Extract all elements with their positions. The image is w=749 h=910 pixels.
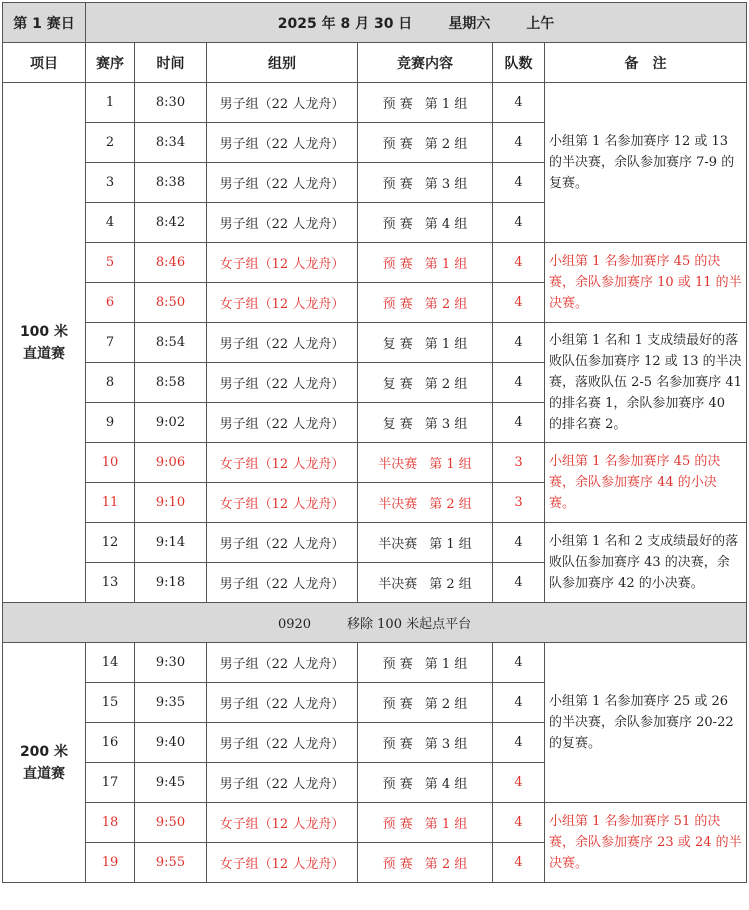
group-cell: 男子组（22 人龙舟）: [207, 363, 358, 403]
seq-cell: 1: [86, 83, 135, 123]
stage-text: 预 赛: [382, 657, 413, 672]
time-cell: 9:40: [135, 723, 207, 763]
heat-text: 第 2 组: [424, 857, 468, 872]
stage-text: 预 赛: [382, 137, 413, 152]
time-cell: 8:54: [135, 323, 207, 363]
seq-cell: 10: [86, 443, 135, 483]
seq-cell: 11: [86, 483, 135, 523]
time-cell: 9:35: [135, 683, 207, 723]
teams-cell: 4: [493, 763, 545, 803]
content-cell: [358, 403, 493, 443]
stage-text: 半决赛: [378, 577, 418, 592]
heat-text: 第 1 组: [429, 457, 472, 472]
time-cell: 8:42: [135, 203, 207, 243]
stage-text: 预 赛: [382, 297, 413, 312]
col-group: 组别: [207, 43, 358, 83]
heat-text: 第 1 组: [424, 657, 468, 672]
group-cell: 男子组（22 人龙舟）: [207, 563, 358, 603]
note-cell: 小组第 1 名参加赛序 45 的决赛，余队参加赛序 10 或 11 的半决赛。: [545, 243, 747, 323]
stage-text: 复 赛: [382, 337, 413, 352]
seq-cell: 2: [86, 123, 135, 163]
content-cell: [358, 203, 493, 243]
note-cell: 小组第 1 名参加赛序 12 或 13 的半决赛，余队参加赛序 7-9 的复赛。: [545, 83, 747, 243]
note-cell: 小组第 1 名和 2 支成绩最好的落败队伍参加赛序 43 的决赛，余队参加赛序 42 的小决赛。: [545, 523, 747, 603]
stage-text: 半决赛: [378, 497, 418, 512]
col-seq: 赛序: [86, 43, 135, 83]
content-cell: [358, 763, 493, 803]
group-cell: 男子组（22 人龙舟）: [207, 723, 358, 763]
heat-text: 第 1 组: [424, 257, 468, 272]
group-cell: 男子组（22 人龙舟）: [207, 523, 358, 563]
time-cell: 9:02: [135, 403, 207, 443]
group-cell: 女子组（12 人龙舟）: [207, 483, 358, 523]
group-cell: 女子组（12 人龙舟）: [207, 443, 358, 483]
time-cell: 9:30: [135, 643, 207, 683]
note-cell: 小组第 1 名参加赛序 25 或 26 的半决赛，余队参加赛序 20-22 的复赛。: [545, 643, 747, 803]
date-text: 2025 年 8 月 30 日: [277, 15, 413, 32]
time-cell: 9:10: [135, 483, 207, 523]
teams-cell: 4: [493, 683, 545, 723]
content-cell: [358, 723, 493, 763]
content-cell: [358, 163, 493, 203]
time-cell: 8:58: [135, 363, 207, 403]
time-cell: 8:46: [135, 243, 207, 283]
content-cell: [358, 363, 493, 403]
heat-text: 第 2 组: [429, 497, 472, 512]
col-project: 项目: [3, 43, 86, 83]
table-row: [3, 643, 747, 683]
group-cell: 男子组（22 人龙舟）: [207, 83, 358, 123]
group-cell: 女子组（12 人龙舟）: [207, 803, 358, 843]
content-cell: [358, 83, 493, 123]
content-cell: [358, 803, 493, 843]
stage-text: 预 赛: [382, 177, 413, 192]
note-cell: 小组第 1 名参加赛序 45 的决赛，余队参加赛序 44 的小决赛。: [545, 443, 747, 523]
project-type: 直道赛: [23, 345, 65, 362]
time-cell: 9:18: [135, 563, 207, 603]
heat-text: 第 4 组: [424, 777, 468, 792]
teams-cell: 4: [493, 243, 545, 283]
group-cell: 男子组（22 人龙舟）: [207, 403, 358, 443]
stage-text: 预 赛: [382, 857, 413, 872]
teams-cell: 4: [493, 563, 545, 603]
teams-cell: 4: [493, 83, 545, 123]
group-cell: 女子组（12 人龙舟）: [207, 843, 358, 883]
column-header-row: [3, 43, 747, 83]
table-row: [3, 523, 747, 563]
group-cell: 男子组（22 人龙舟）: [207, 323, 358, 363]
header-row: [3, 3, 747, 43]
group-cell: 女子组（12 人龙舟）: [207, 243, 358, 283]
project-distance: 200 米: [19, 743, 69, 760]
note-cell: 小组第 1 名参加赛序 51 的决赛，余队参加赛序 23 或 24 的半决赛。: [545, 803, 747, 883]
seq-cell: 6: [86, 283, 135, 323]
separator-code: 0920: [277, 617, 312, 632]
col-time: 时间: [135, 43, 207, 83]
content-cell: [358, 563, 493, 603]
stage-text: 半决赛: [378, 457, 418, 472]
stage-text: 预 赛: [382, 817, 413, 832]
project-type: 直道赛: [23, 765, 65, 782]
group-cell: 女子组（12 人龙舟）: [207, 283, 358, 323]
day-label: 第 1 赛日: [3, 3, 86, 43]
seq-cell: 13: [86, 563, 135, 603]
content-cell: [358, 643, 493, 683]
note-cell: 小组第 1 名和 1 支成绩最好的落败队伍参加赛序 12 或 13 的半决赛，落败队伍 2-5 名参加赛序 41 的排名赛 1，余队参加赛序 40 的排名赛 2。: [545, 323, 747, 443]
teams-cell: 4: [493, 843, 545, 883]
content-cell: [358, 843, 493, 883]
table-row: [3, 83, 747, 123]
seq-cell: 12: [86, 523, 135, 563]
teams-cell: 4: [493, 803, 545, 843]
time-cell: 8:30: [135, 83, 207, 123]
seq-cell: 19: [86, 843, 135, 883]
content-cell: [358, 123, 493, 163]
heat-text: 第 2 组: [424, 137, 468, 152]
group-cell: 男子组（22 人龙舟）: [207, 203, 358, 243]
teams-cell: 4: [493, 643, 545, 683]
stage-text: 预 赛: [382, 777, 413, 792]
table-row-highlight: [3, 243, 747, 283]
teams-cell: 3: [493, 483, 545, 523]
separator-text: 移除 100 米起点平台: [347, 617, 472, 632]
teams-cell: 3: [493, 443, 545, 483]
seq-cell: 3: [86, 163, 135, 203]
weekday-text: 星期六: [448, 15, 491, 32]
seq-cell: 16: [86, 723, 135, 763]
seq-cell: 15: [86, 683, 135, 723]
seq-cell: 14: [86, 643, 135, 683]
content-cell: [358, 283, 493, 323]
time-cell: 9:14: [135, 523, 207, 563]
project-cell: [3, 643, 86, 883]
teams-cell: 4: [493, 363, 545, 403]
project-cell: [3, 83, 86, 603]
seq-cell: 5: [86, 243, 135, 283]
teams-cell: 4: [493, 203, 545, 243]
heat-text: 第 1 组: [424, 337, 468, 352]
project-distance: 100 米: [19, 323, 69, 340]
stage-text: 预 赛: [382, 97, 413, 112]
separator-row: [3, 603, 747, 643]
seq-cell: 7: [86, 323, 135, 363]
seq-cell: 8: [86, 363, 135, 403]
time-cell: 8:34: [135, 123, 207, 163]
heat-text: 第 2 组: [424, 297, 468, 312]
heat-text: 第 2 组: [424, 377, 468, 392]
stage-text: 半决赛: [378, 537, 418, 552]
content-cell: [358, 443, 493, 483]
heat-text: 第 1 组: [424, 97, 468, 112]
content-cell: [358, 523, 493, 563]
content-cell: [358, 683, 493, 723]
teams-cell: 4: [493, 283, 545, 323]
heat-text: 第 2 组: [424, 697, 468, 712]
col-notes: 备 注: [545, 43, 747, 83]
col-teams: 队数: [493, 43, 545, 83]
teams-cell: 4: [493, 163, 545, 203]
content-cell: [358, 323, 493, 363]
time-cell: 8:38: [135, 163, 207, 203]
group-cell: 男子组（22 人龙舟）: [207, 683, 358, 723]
heat-text: 第 1 组: [424, 817, 468, 832]
group-cell: 男子组（22 人龙舟）: [207, 163, 358, 203]
time-cell: 9:50: [135, 803, 207, 843]
stage-text: 复 赛: [382, 417, 413, 432]
content-cell: [358, 483, 493, 523]
heat-text: 第 2 组: [429, 577, 472, 592]
separator-cell: [3, 603, 747, 643]
content-cell: [358, 243, 493, 283]
teams-cell: 4: [493, 323, 545, 363]
group-cell: 男子组（22 人龙舟）: [207, 643, 358, 683]
time-cell: 9:06: [135, 443, 207, 483]
stage-text: 预 赛: [382, 697, 413, 712]
table-row: [3, 323, 747, 363]
stage-text: 预 赛: [382, 737, 413, 752]
teams-cell: 4: [493, 123, 545, 163]
seq-cell: 18: [86, 803, 135, 843]
time-cell: 8:50: [135, 283, 207, 323]
seq-cell: 9: [86, 403, 135, 443]
time-cell: 9:45: [135, 763, 207, 803]
heat-text: 第 3 组: [424, 737, 468, 752]
teams-cell: 4: [493, 523, 545, 563]
time-cell: 9:55: [135, 843, 207, 883]
session-date: [86, 3, 747, 43]
seq-cell: 17: [86, 763, 135, 803]
heat-text: 第 3 组: [424, 417, 468, 432]
stage-text: 预 赛: [382, 217, 413, 232]
group-cell: 男子组（22 人龙舟）: [207, 123, 358, 163]
stage-text: 复 赛: [382, 377, 413, 392]
seq-cell: 4: [86, 203, 135, 243]
table-row-highlight: [3, 443, 747, 483]
session-text: 上午: [526, 15, 555, 32]
teams-cell: 4: [493, 723, 545, 763]
teams-cell: 4: [493, 403, 545, 443]
heat-text: 第 1 组: [429, 537, 472, 552]
stage-text: 预 赛: [382, 257, 413, 272]
table-row-highlight: [3, 803, 747, 843]
schedule-table: [2, 2, 747, 883]
group-cell: 男子组（22 人龙舟）: [207, 763, 358, 803]
heat-text: 第 3 组: [424, 177, 468, 192]
heat-text: 第 4 组: [424, 217, 468, 232]
col-content: 竞赛内容: [358, 43, 493, 83]
